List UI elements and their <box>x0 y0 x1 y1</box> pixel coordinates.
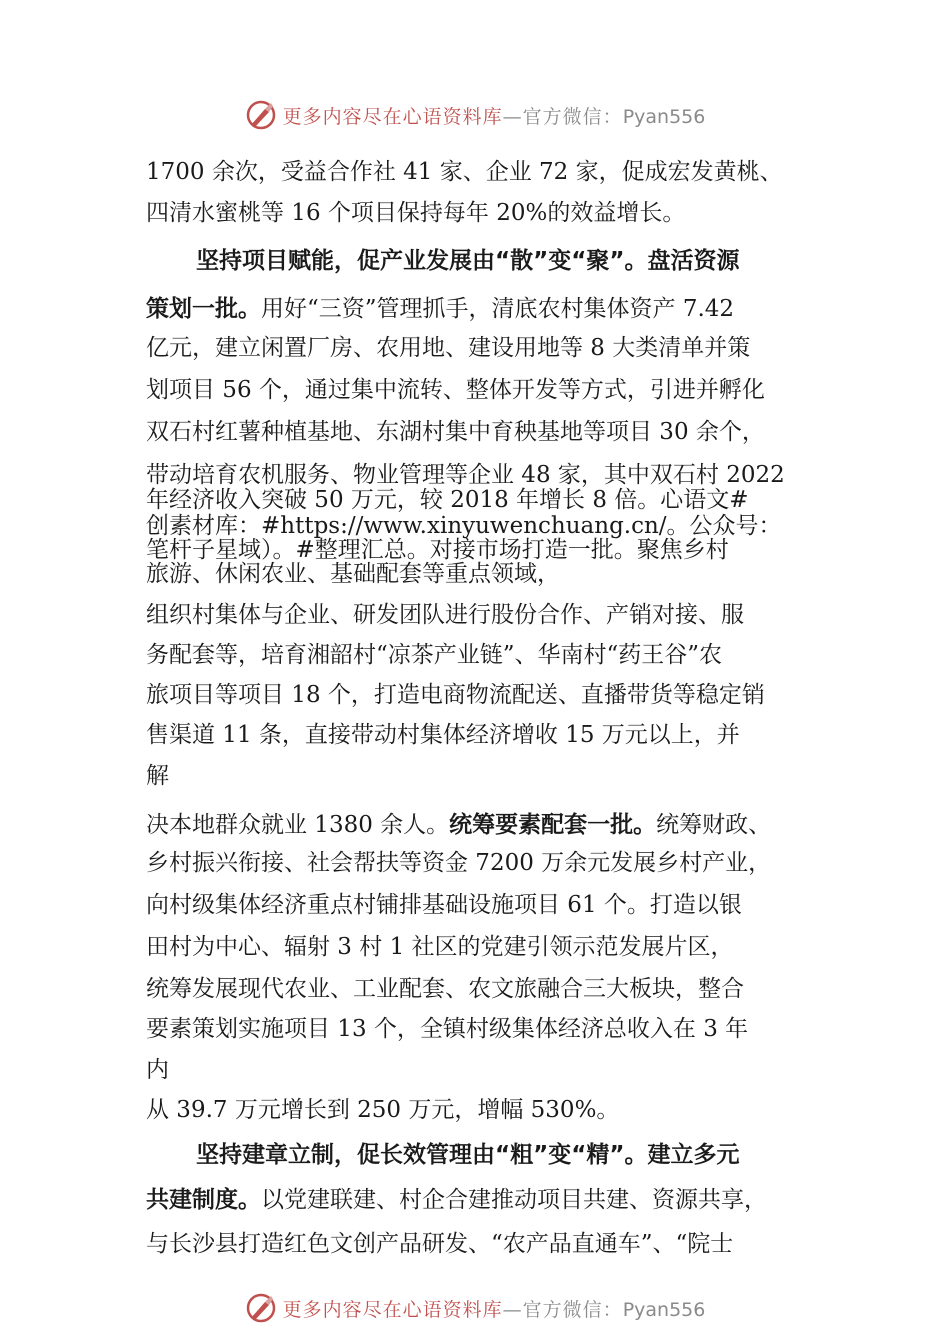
subheading: 统筹要素配套一批。 <box>449 812 657 838</box>
text-line: 田村为中心、辐射 3 村 1 社区的党建引领示范发展片区， <box>146 934 734 960</box>
header-watermark <box>0 95 950 135</box>
text-line: 要素策划实施项目 13 个，全镇村级集体经济总收入在 3 年 <box>146 1016 749 1042</box>
text-line: 策划一批。用好“三资”管理抓手，清底农村集体资产 7.42 <box>146 296 735 322</box>
text-line: 共建制度。以党建联建、村企合建推动项目共建、资源共享， <box>146 1187 767 1213</box>
watermark-text: 更多内容尽在心语资料库—官方微信：Pyan556 <box>282 1298 706 1321</box>
text-line: 组织村集体与企业、研发团队进行股份合作、产销对接、服 <box>146 602 744 628</box>
subheading: 策划一批。 <box>146 296 261 322</box>
subheading: 共建制度。 <box>146 1187 261 1213</box>
section-heading: 坚持项目赋能，促产业发展由“散”变“聚”。盘活资源 <box>196 248 740 274</box>
text-line: 务配套等，培育湘韶村“凉茶产业链”、华南村“药王谷”农 <box>146 642 723 668</box>
text-line: 双石村红薯种植基地、东湖村集中育秧基地等项目 30 余个， <box>146 419 765 445</box>
text-line: 创素材库：#https://www.xinyuwenchuang.cn/。公众号： <box>146 513 782 539</box>
text-line: 内 <box>146 1057 169 1083</box>
text-line: 旅游、休闲农业、基础配套等重点领域， <box>146 561 560 587</box>
text-line: 解 <box>146 763 169 789</box>
text-line: 年经济收入突破 50 万元，较 2018 年增长 8 倍。心语文# <box>146 487 749 513</box>
text-line: 决本地群众就业 1380 余人。统筹要素配套一批。统筹财政、 <box>146 812 772 838</box>
footer-watermark <box>0 1288 950 1328</box>
pen-logo-icon <box>245 99 277 131</box>
text-line: 1700 余次，受益合作社 41 家、企业 72 家，促成宏发黄桃、 <box>146 159 783 185</box>
text-line: 带动培育农机服务、物业管理等企业 48 家，其中双石村 2022 <box>146 462 785 488</box>
text-line: 与长沙县打造红色文创产品研发、“农产品直通车”、“院士 <box>146 1231 734 1257</box>
text-line: 从 39.7 万元增长到 250 万元，增幅 530%。 <box>146 1097 620 1123</box>
text-line: 旅项目等项目 18 个，打造电商物流配送、直播带货等稳定销 <box>146 682 765 708</box>
watermark-text: 更多内容尽在心语资料库—官方微信：Pyan556 <box>282 105 706 128</box>
text-line: 售渠道 11 条，直接带动村集体经济增收 15 万元以上，并 <box>146 722 740 748</box>
text-line: 笔杆子星域）。#整理汇总。对接市场打造一批。聚焦乡村 <box>146 537 729 563</box>
text-line: 乡村振兴衔接、社会帮扶等资金 7200 万余元发展乡村产业， <box>146 850 772 876</box>
pen-logo-icon <box>245 1292 277 1324</box>
text-line: 划项目 56 个，通过集中流转、整体开发等方式，引进并孵化 <box>146 377 765 403</box>
section-heading: 坚持建章立制，促长效管理由“粗”变“精”。建立多元 <box>196 1142 740 1168</box>
text-line: 向村级集体经济重点村铺排基础设施项目 61 个。打造以银 <box>146 892 742 918</box>
text-line: 四清水蜜桃等 16 个项目保持每年 20%的效益增长。 <box>146 200 686 226</box>
text-line: 统筹发展现代农业、工业配套、农文旅融合三大板块，整合 <box>146 976 744 1002</box>
text-line: 亿元，建立闲置厂房、农用地、建设用地等 8 大类清单并策 <box>146 335 751 361</box>
